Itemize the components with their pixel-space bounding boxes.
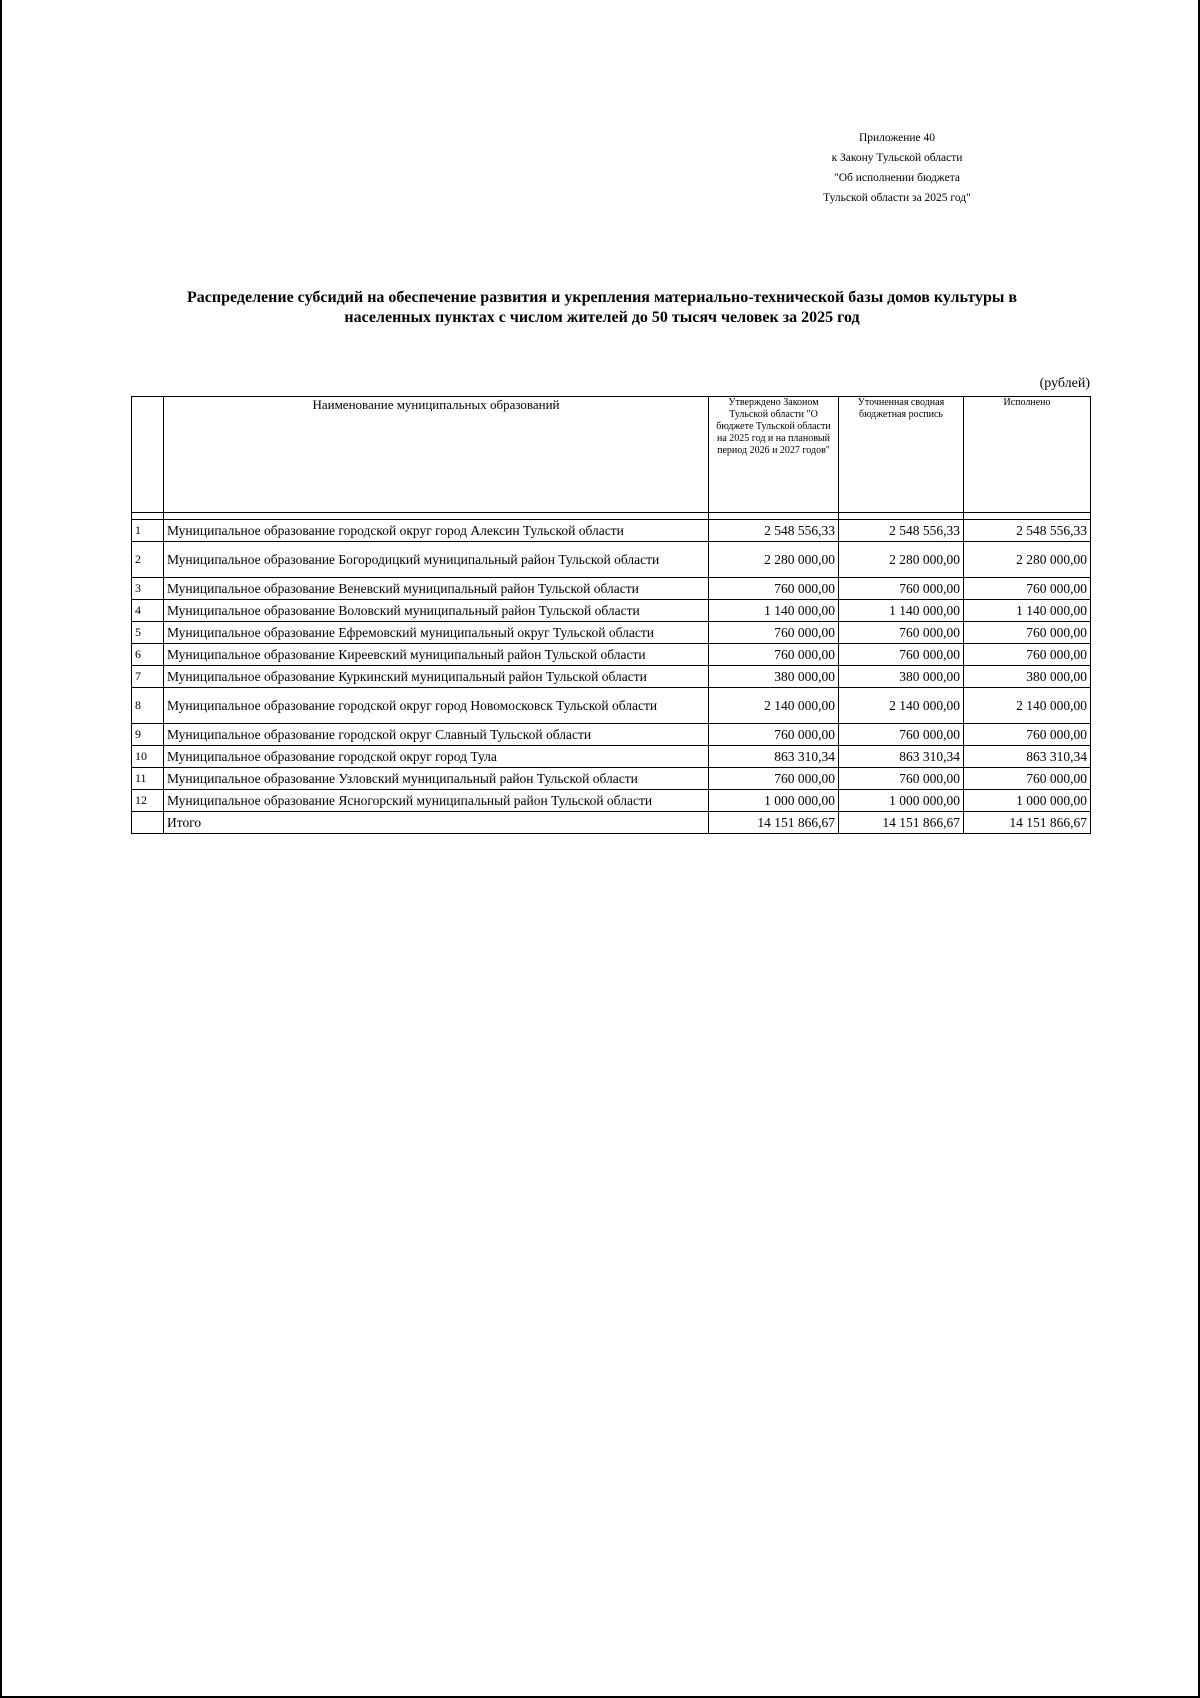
table-row (132, 688, 1091, 724)
table-row (132, 790, 1091, 812)
row-approved: 760 000,00 (709, 768, 839, 790)
row-executed: 760 000,00 (964, 622, 1091, 644)
row-approved: 2 140 000,00 (709, 688, 839, 724)
row-executed: 2 280 000,00 (964, 542, 1091, 578)
header-num (132, 397, 164, 513)
row-refined: 380 000,00 (839, 666, 964, 688)
row-name: Муниципальное образование Куркинский муниципальный район Тульской области (164, 666, 709, 688)
row-executed: 1 000 000,00 (964, 790, 1091, 812)
row-name: Муниципальное образование Богородицкий муниципальный район Тульской области (164, 542, 709, 578)
table-row (132, 622, 1091, 644)
header-approved: Утверждено Законом Тульской области "О бюджете Тульской области на 2025 год и на плановый период 2026 и 2027 годов" (709, 397, 839, 513)
row-number: 9 (132, 724, 164, 746)
row-approved: 2 548 556,33 (709, 520, 839, 542)
row-name: Муниципальное образование Узловский муниципальный район Тульской области (164, 768, 709, 790)
gap-cell (709, 513, 839, 520)
row-number: 1 (132, 520, 164, 542)
row-executed: 2 140 000,00 (964, 688, 1091, 724)
row-executed: 760 000,00 (964, 578, 1091, 600)
row-approved: 1 140 000,00 (709, 600, 839, 622)
row-name: Муниципальное образование городской округ город Тула (164, 746, 709, 768)
row-refined: 2 548 556,33 (839, 520, 964, 542)
row-refined: 863 310,34 (839, 746, 964, 768)
row-number: 5 (132, 622, 164, 644)
table-row (132, 724, 1091, 746)
header-executed: Исполнено (964, 397, 1091, 513)
row-number: 12 (132, 790, 164, 812)
row-name: Муниципальное образование Веневский муниципальный район Тульской области (164, 578, 709, 600)
row-number: 3 (132, 578, 164, 600)
row-number: 4 (132, 600, 164, 622)
total-refined: 14 151 866,67 (839, 812, 964, 834)
table-row (132, 644, 1091, 666)
subsidy-table (131, 396, 1091, 834)
row-approved: 380 000,00 (709, 666, 839, 688)
row-refined: 2 140 000,00 (839, 688, 964, 724)
table-header-row (132, 397, 1091, 513)
table-row (132, 520, 1091, 542)
appendix-line: Приложение 40 (858, 132, 936, 144)
table-row (132, 768, 1091, 790)
row-refined: 1 000 000,00 (839, 790, 964, 812)
row-refined: 760 000,00 (839, 578, 964, 600)
row-name: Муниципальное образование городской округ город Алексин Тульской области (164, 520, 709, 542)
table-row (132, 600, 1091, 622)
document-title (132, 288, 1072, 328)
row-number: 6 (132, 644, 164, 666)
gap-cell (164, 513, 709, 520)
row-name: Муниципальное образование Ясногорский муниципальный район Тульской области (164, 790, 709, 812)
table-row (132, 666, 1091, 688)
row-number: 2 (132, 542, 164, 578)
gap-cell (964, 513, 1091, 520)
unit-label: (рублей) (1039, 376, 1090, 391)
row-approved: 760 000,00 (709, 644, 839, 666)
row-name: Муниципальное образование городской округ Славный Тульской области (164, 724, 709, 746)
row-refined: 760 000,00 (839, 724, 964, 746)
title-line: населенных пунктах с числом жителей до 50 тысяч человек за 2025 год (344, 309, 860, 326)
row-number: 7 (132, 666, 164, 688)
row-name: Муниципальное образование Киреевский муниципальный район Тульской области (164, 644, 709, 666)
row-approved: 760 000,00 (709, 622, 839, 644)
row-approved: 863 310,34 (709, 746, 839, 768)
title-line: Распределение субсидий на обеспечение развития и укрепления материально-технической базы домов культуры в (186, 289, 1017, 306)
row-approved: 1 000 000,00 (709, 790, 839, 812)
row-number: 11 (132, 768, 164, 790)
row-refined: 760 000,00 (839, 768, 964, 790)
row-refined: 1 140 000,00 (839, 600, 964, 622)
row-name: Муниципальное образование городской округ город Новомосковск Тульской области (164, 688, 709, 724)
row-refined: 760 000,00 (839, 622, 964, 644)
table-row (132, 542, 1091, 578)
row-refined: 760 000,00 (839, 644, 964, 666)
total-label: Итого (164, 812, 709, 834)
row-executed: 2 548 556,33 (964, 520, 1091, 542)
gap-cell (839, 513, 964, 520)
row-name: Муниципальное образование Воловский муниципальный район Тульской области (164, 600, 709, 622)
table-body (132, 397, 1091, 834)
total-approved: 14 151 866,67 (709, 812, 839, 834)
appendix-line: "Об исполнении бюджета (834, 172, 960, 184)
row-approved: 760 000,00 (709, 724, 839, 746)
row-name: Муниципальное образование Ефремовский муниципальный округ Тульской области (164, 622, 709, 644)
row-executed: 1 140 000,00 (964, 600, 1091, 622)
gap-cell (132, 513, 164, 520)
row-executed: 760 000,00 (964, 724, 1091, 746)
row-approved: 2 280 000,00 (709, 542, 839, 578)
row-executed: 863 310,34 (964, 746, 1091, 768)
header-refined: Уточненная сводная бюджетная роспись (839, 397, 964, 513)
table-row (132, 578, 1091, 600)
row-executed: 380 000,00 (964, 666, 1091, 688)
row-approved: 760 000,00 (709, 578, 839, 600)
table-row (132, 746, 1091, 768)
row-executed: 760 000,00 (964, 768, 1091, 790)
row-number: 10 (132, 746, 164, 768)
row-executed: 760 000,00 (964, 644, 1091, 666)
header-name: Наименование муниципальных образований (164, 397, 709, 513)
appendix-line: Тульской области за 2025 год" (823, 192, 971, 204)
total-num (132, 812, 164, 834)
row-refined: 2 280 000,00 (839, 542, 964, 578)
appendix-block (797, 128, 997, 208)
table-total-row (132, 812, 1091, 834)
appendix-line: к Закону Тульской области (831, 152, 963, 164)
row-number: 8 (132, 688, 164, 724)
header-gap-row (132, 513, 1091, 520)
total-executed: 14 151 866,67 (964, 812, 1091, 834)
